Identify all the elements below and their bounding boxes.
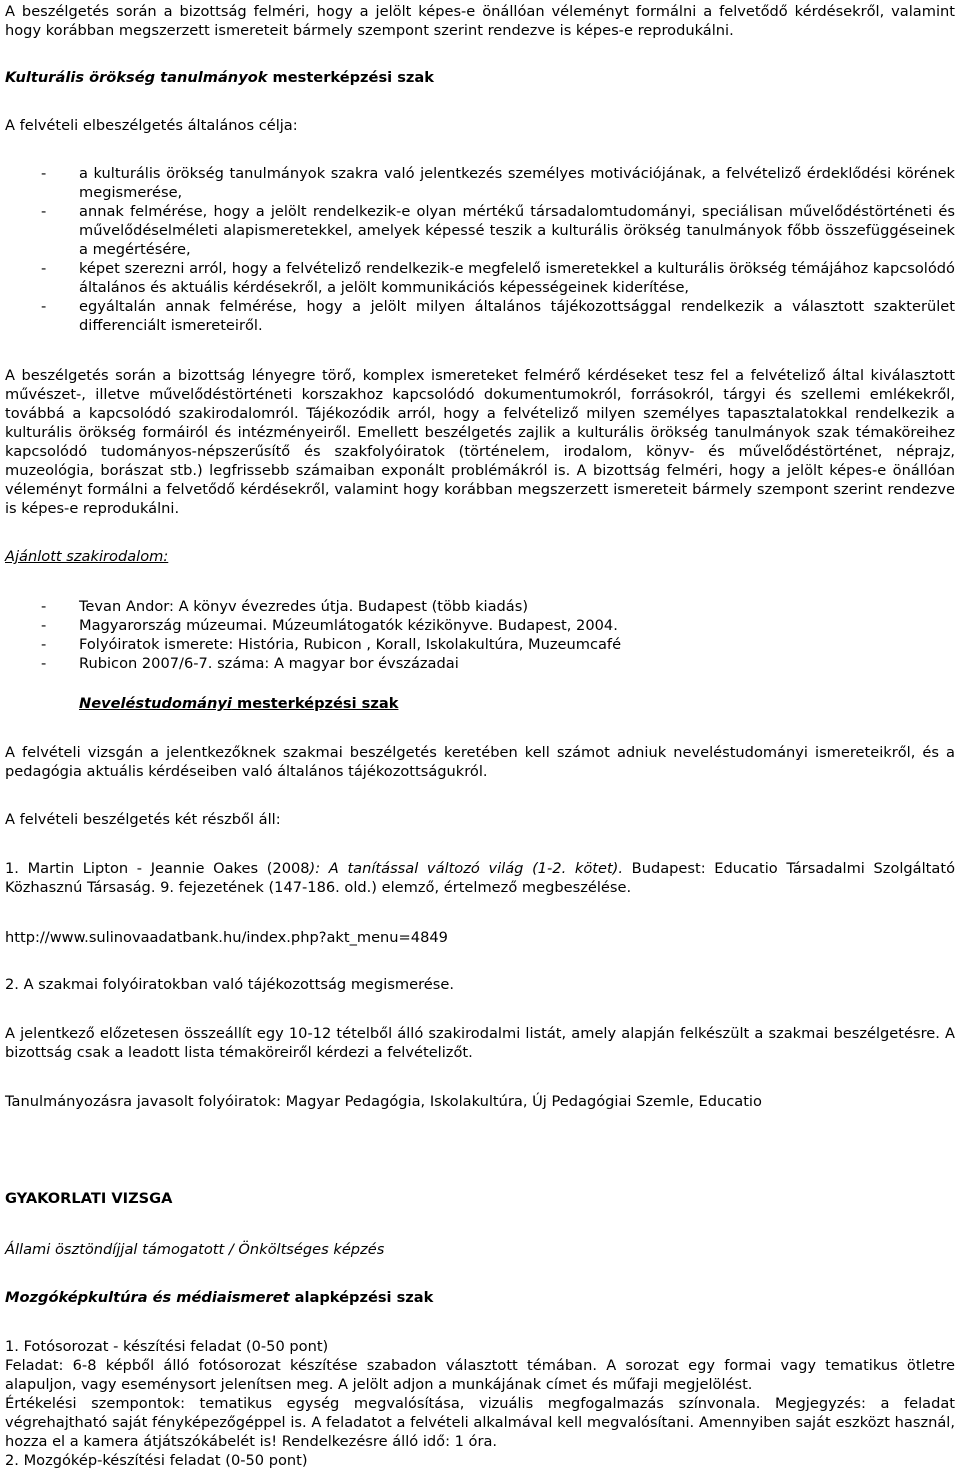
nevelestud-item-1 bbox=[5, 859, 955, 897]
task-line: Feladat: 6-8 képből álló fotósorozat készítése szabadon választott témában. A sorozat egy formai vagy tematikus ötletre alapuljon, vagy eseménysort jelenítsen meg. A jelölt adjon a munkájának címet és műfaji megjelölést. bbox=[5, 1357, 955, 1393]
kultur-aims-list bbox=[5, 164, 955, 335]
kultur-aim-label: A felvételi elbeszélgetés általános célja: bbox=[5, 117, 298, 134]
kultur-title-italic: Kulturális örökség tanulmányok bbox=[5, 69, 268, 86]
task-line: Értékelési szempontok: tematikus egység megvalósítása, vizuális megfogalmazás színvonala. Megjegyzés: a feladat végrehajtható saját fényképezőgéppel is. A feladatot a felvételi alkalmával kell megvalósítani. Amennyiben saját eszközt használ, hozza el a kamera átjátszókábelét is! Rendelkezésre álló idő: 1 óra. bbox=[5, 1395, 955, 1450]
item-1-title: ): A tanítással változó világ (1-2. kötet). bbox=[309, 860, 624, 877]
item-1-authors: 1. Martin Lipton - Jeannie Oakes (2008 bbox=[5, 860, 310, 877]
list-dash: - bbox=[41, 655, 47, 672]
list-item bbox=[5, 597, 955, 616]
list-dash: - bbox=[41, 617, 47, 634]
list-item bbox=[5, 297, 955, 335]
intro-paragraph: A beszélgetés során a bizottság felméri, hogy a jelölt képes-e önállóan véleményt formálni a felvetődő kérdésekről, valamint hogy korábban megszerzett ismereteit bármely szempont szerint rendezve is képes-e reprodukálni. bbox=[5, 3, 955, 39]
list-item bbox=[5, 654, 955, 673]
list-item bbox=[5, 259, 955, 297]
nevelestud-paragraph-3: Tanulmányozásra javasolt folyóiratok: Magyar Pedagógia, Iskolakultúra, Új Pedagógiai Szemle, Educatio bbox=[5, 1093, 762, 1110]
list-item-text: képet szerezni arról, hogy a felvételiző rendelkezik-e megfelelő ismeretekkel a kulturális örökség témájához kapcsolódó általános és aktuális kérdésekről, a jelölt kommunikációs képességeinek kiderítése, bbox=[79, 260, 955, 296]
nevelestud-title-rest: mesterképzési szak bbox=[231, 695, 399, 712]
program-title-rest: alapképzési szak bbox=[289, 1289, 434, 1306]
literature-list bbox=[5, 597, 955, 673]
task-line: 1. Fotósorozat - készítési feladat (0-50 pont) bbox=[5, 1338, 329, 1355]
list-item bbox=[5, 635, 955, 654]
nevelestud-paragraph-1: A felvételi vizsgán a jelentkezőknek szakmai beszélgetés keretében kell számot adniuk neveléstudományi ismereteikről, és a pedagógia aktuális kérdéseiben való általános tájékozottságukról. bbox=[5, 744, 955, 780]
nevelestud-title-italic: Neveléstudományi bbox=[79, 695, 232, 712]
nevelestud-item-2: 2. A szakmai folyóiratokban való tájékozottság megismerése. bbox=[5, 976, 455, 993]
literature-label: Ajánlott szakirodalom: bbox=[5, 548, 169, 565]
list-item bbox=[5, 164, 955, 202]
gyakorlati-heading: GYAKORLATI VIZSGA bbox=[5, 1190, 173, 1207]
nevelestud-paragraph-2: A jelentkező előzetesen összeállít egy 10-12 tételből álló szakirodalmi listát, amely alapján felkészült a szakmai beszélgetésre. A bizottság csak a leadott lista témaköreiről kérdezi a felvételizőt. bbox=[5, 1025, 955, 1061]
list-dash: - bbox=[41, 598, 47, 615]
list-dash: - bbox=[41, 260, 47, 277]
gyakorlati-program-title bbox=[5, 1288, 955, 1307]
program-title-italic: Mozgóképkultúra és médiaismeret bbox=[5, 1289, 290, 1306]
list-dash: - bbox=[41, 298, 47, 315]
list-item-text: Magyarország múzeumai. Múzeumlátogatók kézikönyve. Budapest, 2004. bbox=[79, 617, 618, 634]
task-line: 2. Mozgókép-készítési feladat (0-50 pont) bbox=[5, 1452, 308, 1469]
gyakorlati-funding: Állami ösztöndíjjal támogatott / Önköltséges képzés bbox=[5, 1241, 385, 1258]
kultur-title-rest: mesterképzési szak bbox=[267, 69, 434, 86]
list-item-text: annak felmérése, hogy a jelölt rendelkezik-e olyan mértékű társadalomtudományi, speciálisan művelődéstörténeti és művelődéselméleti alapismeretekkel, amelyek képessé teszik a kulturális örökség tanulmányok főbb összefüggéseinek a megértésére, bbox=[79, 203, 955, 258]
list-item-text: a kulturális örökség tanulmányok szakra való jelentkezés személyes motivációjának, a felvételiző érdeklődési körének megismerése, bbox=[79, 165, 955, 201]
list-dash: - bbox=[41, 636, 47, 653]
list-item-text: egyáltalán annak felmérése, hogy a jelölt milyen általános tájékozottsággal rendelkezik a választott szakterület differenciált ismereteiről. bbox=[79, 298, 955, 334]
list-item bbox=[5, 616, 955, 635]
nevelestud-section-title bbox=[79, 694, 398, 713]
reference-url[interactable]: http://www.sulinovaadatbank.hu/index.php?akt_menu=4849 bbox=[5, 929, 448, 946]
item-1-rest: Budapest: Educatio Társadalmi Szolgáltató Közhasznú Társaság. 9. fejezetének (147-186. old.) elemző, értelmező megbeszélése. bbox=[5, 860, 955, 896]
list-item-text: Tevan Andor: A könyv évezredes útja. Budapest (több kiadás) bbox=[79, 598, 529, 615]
kultur-paragraph: A beszélgetés során a bizottság lényegre törő, komplex ismereteket felmérő kérdéseket tesz fel a felvételiző által kiválasztott művészet-, illetve művelődéstörténeti korszakhoz kapcsolódó dokumentumokról, forrásokról, tárgyi és szellemi emlékekről, továbbá a kapcsolódó szakirodalomról. Tájékozódik arról, hogy a felvételiző milyen személyes tapasztalatokkal rendelkezik a kulturális örökség formáiról és intézményeiről. Emellett beszélgetés zajlik a kulturális örökség tanulmányok szak témaköreihez kapcsolódó tudományos-népszerűsítő és szakfolyóiratok (történelem, irodalom, könyv- és művelődéstörténet, néprajz, muzeológia, borászat stb.) legfrissebb számaiban exponált problémákról is. A bizottság felméri, hogy a jelölt képes-e önállóan véleményt formálni a felvetődő kérdésekről, valamint hogy korábban megszerzett ismereteit bármely szempont szerint rendezve is képes-e reprodukálni. bbox=[5, 367, 955, 517]
list-item-text: Folyóiratok ismerete: História, Rubicon , Korall, Iskolakultúra, Muzeumcafé bbox=[79, 636, 622, 653]
list-dash: - bbox=[41, 203, 47, 220]
list-item-text: Rubicon 2007/6-7. száma: A magyar bor évszázadai bbox=[79, 655, 459, 672]
nevelestud-parts-label: A felvételi beszélgetés két részből áll: bbox=[5, 811, 281, 828]
list-item bbox=[5, 202, 955, 259]
gyakorlati-tasks bbox=[5, 1337, 955, 1470]
list-dash: - bbox=[41, 165, 47, 182]
kultur-section-title bbox=[5, 68, 955, 87]
